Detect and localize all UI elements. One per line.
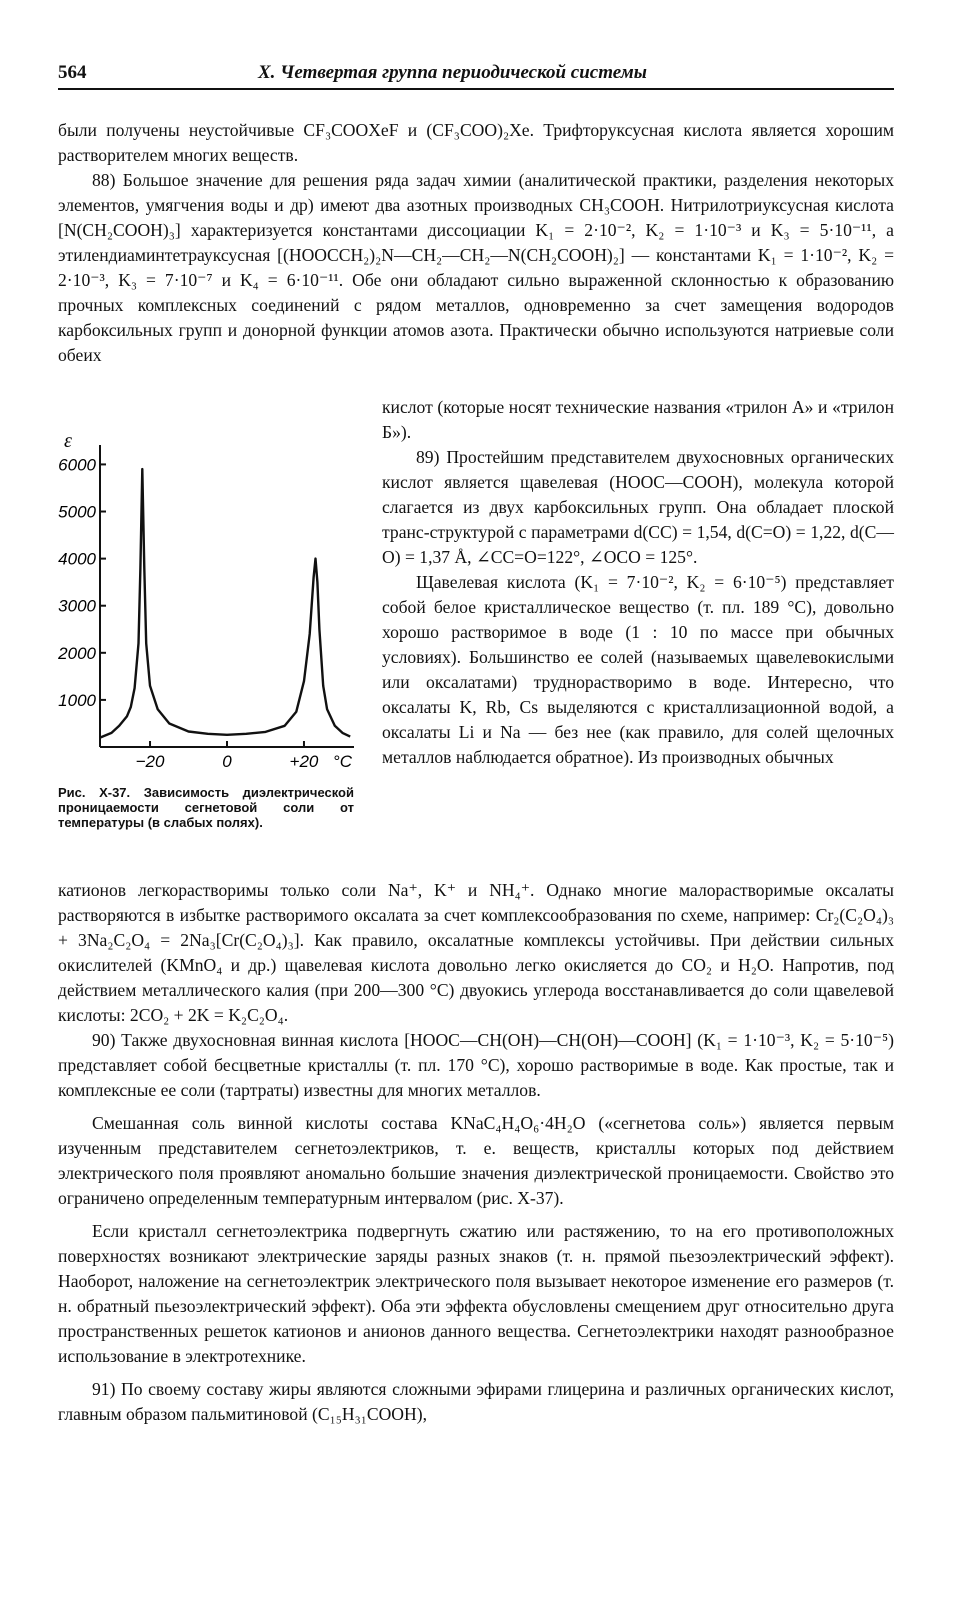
paragraph-91: 91) По своему составу жиры являются сложными эфирами глицерина и различных органических кислот, главным образом пальмитиновой (C₁₅H₃₁COOH), <box>58 1379 894 1424</box>
paragraph-oxalic: Щавелевая кислота (K₁ = 7·10⁻², K₂ = 6·10⁻⁵) представляет собой белое кристаллическое вещество (т. пл. 189 °C), довольно хорошо растворимое в воде (1 : 10 по массе при обычных условиях). Большинство ее солей (называемых щавелевокислыми или оксалатами) труднорастворимо в воде. Интересно, что оксалаты K, Rb, Cs выделяются с кристаллизационной водой, а оксалаты Li и Na — без нее (как правило, для солей щелочных металлов наблюдается обратное). Из производных обычных <box>382 572 894 767</box>
y-tick-label: 3000 <box>58 596 96 616</box>
y-tick-label: 5000 <box>58 502 96 522</box>
figure-caption: Рис. X-37. Зависимость диэлектрической проницаемости сегнетовой соли от температуры (в слабых полях). <box>58 785 354 830</box>
text-block-bottom <box>58 878 894 1427</box>
paragraph-89: 89) Простейшим представителем двухосновных органических кислот является щавелевая (HOOC—COOH), молекула которой слагается из двух карбоксильных групп. Она обладает плоской транс-структурой с параметрами d(CC) = 1,54, d(C=O) = 1,22, d(C—O) = 1,37 Å, ∠CC=O=122°, ∠OCO = 125°. <box>382 447 894 567</box>
page-number: 564 <box>58 62 87 83</box>
x-tick-label: +20 <box>289 752 319 771</box>
y-tick-label: 6000 <box>58 455 96 475</box>
y-axis-label: ε <box>64 430 72 452</box>
permittivity-curve <box>100 469 350 737</box>
x-tick-label: −20 <box>135 752 165 771</box>
paragraph-88-continued: кислот (которые носят технические названия «трилон А» и «трилон Б»). <box>382 397 894 442</box>
paragraph-piezoelectric: Если кристалл сегнетоэлектрика подвергнуть сжатию или растяжению, то на его противоположных поверхностях возникают электрические заряды разных знаков (т. н. прямой пьезоэлектрический эффект). Наоборот, наложение на сегнетоэлектрик электрического поля вызывает некоторое изменение его размеров (т. н. обратный пьезоэлектрический эффект). Оба эти эффекта обусловлены смещением друг относительно друга пространственных решеток катионов и анионов данного вещества. Сегнетоэлектрики находят разнообразное использование в электротехнике. <box>58 1221 894 1366</box>
y-tick-label: 1000 <box>58 690 96 710</box>
paragraph-0: были получены неустойчивые CF₃COOXeF и (CF₃COO)₂Xe. Трифторуксусная кислота является хорошим растворителем многих веществ. <box>58 120 894 165</box>
text-block-top <box>58 118 894 368</box>
figure-x-37 <box>44 425 364 855</box>
paragraph-88: 88) Большое значение для решения ряда задач химии (аналитической практики, разделения некоторых элементов, умягчения воды и др) имеют два азотных производных CH₃COOH. Нитрилотриуксусная кислота [N(CH₂COOH)₃] характеризуется константами диссоциации K₁ = 2·10⁻², K₂ = 1·10⁻³ и K₃ = 5·10⁻¹¹, а этилендиаминтетрауксусная [(HOOCCH₂)₂N—CH₂—CH₂—N(CH₂COOH)₂] — константами K₁ = 1·10⁻², K₂ = 2·10⁻³, K₃ = 7·10⁻⁷ и K₄ = 6·10⁻¹¹. Обе они обладают сильно выраженной склонностью к образованию прочных комплексных соединений с рядом металлов, одновременно за счет замещения водородов карбоксильных групп и донорной функции атомов азота. Практически обычно используются натриевые соли обеих <box>58 170 894 365</box>
x-tick-label: 0 <box>222 752 232 771</box>
x-axis-unit-label: °C <box>332 752 352 771</box>
text-block-right <box>382 395 894 770</box>
chart-svg <box>44 425 364 785</box>
paragraph-90: 90) Также двухосновная винная кислота [HOOC—CH(OH)—CH(OH)—COOH] (K₁ = 1·10⁻³, K₂ = 5·10⁻⁵) представляет собой бесцветные кристаллы (т. пл. 170 °C), хорошо растворимые в воде. Как простые, так и комплексные ее соли (тартраты) известны для многих металлов. <box>58 1030 894 1100</box>
running-title: Х. Четвертая группа периодической системы <box>258 62 647 83</box>
y-tick-label: 2000 <box>58 643 96 663</box>
paragraph-oxalic-continued: катионов легкорастворимы только соли Na⁺, K⁺ и NH₄⁺. Однако многие малорастворимые оксалаты растворяются в избытке растворимого оксалата за счет комплексообразования по схеме, например: Cr₂(C₂O₄)₃ + 3Na₂C₂O₄ = 2Na₃[Cr(C₂O₄)₃]. Как правило, оксалатные комплексы устойчивы. При действии сильных окислителей (KMnO₄ и др.) щавелевая кислота довольно легко окисляется до CO₂ и H₂O. Напротив, под действием металлического калия (при 200—300 °C) двуокись углерода восстанавливается до соли щавелевой кислоты: 2CO₂ + 2K = K₂C₂O₄. <box>58 880 894 1025</box>
page-header <box>58 60 894 90</box>
paragraph-rochelle-salt: Смешанная соль винной кислоты состава KNaC₄H₄O₆·4H₂O («сегнетова соль») является первым изученным представителем сегнетоэлектриков, т. е. веществ, кристаллы которых под действием электрического поля проявляют аномально большие значения диэлектрической проницаемости. Свойство это ограничено определенным температурным интервалом (рис. X-37). <box>58 1113 894 1208</box>
y-tick-label: 4000 <box>58 549 96 569</box>
